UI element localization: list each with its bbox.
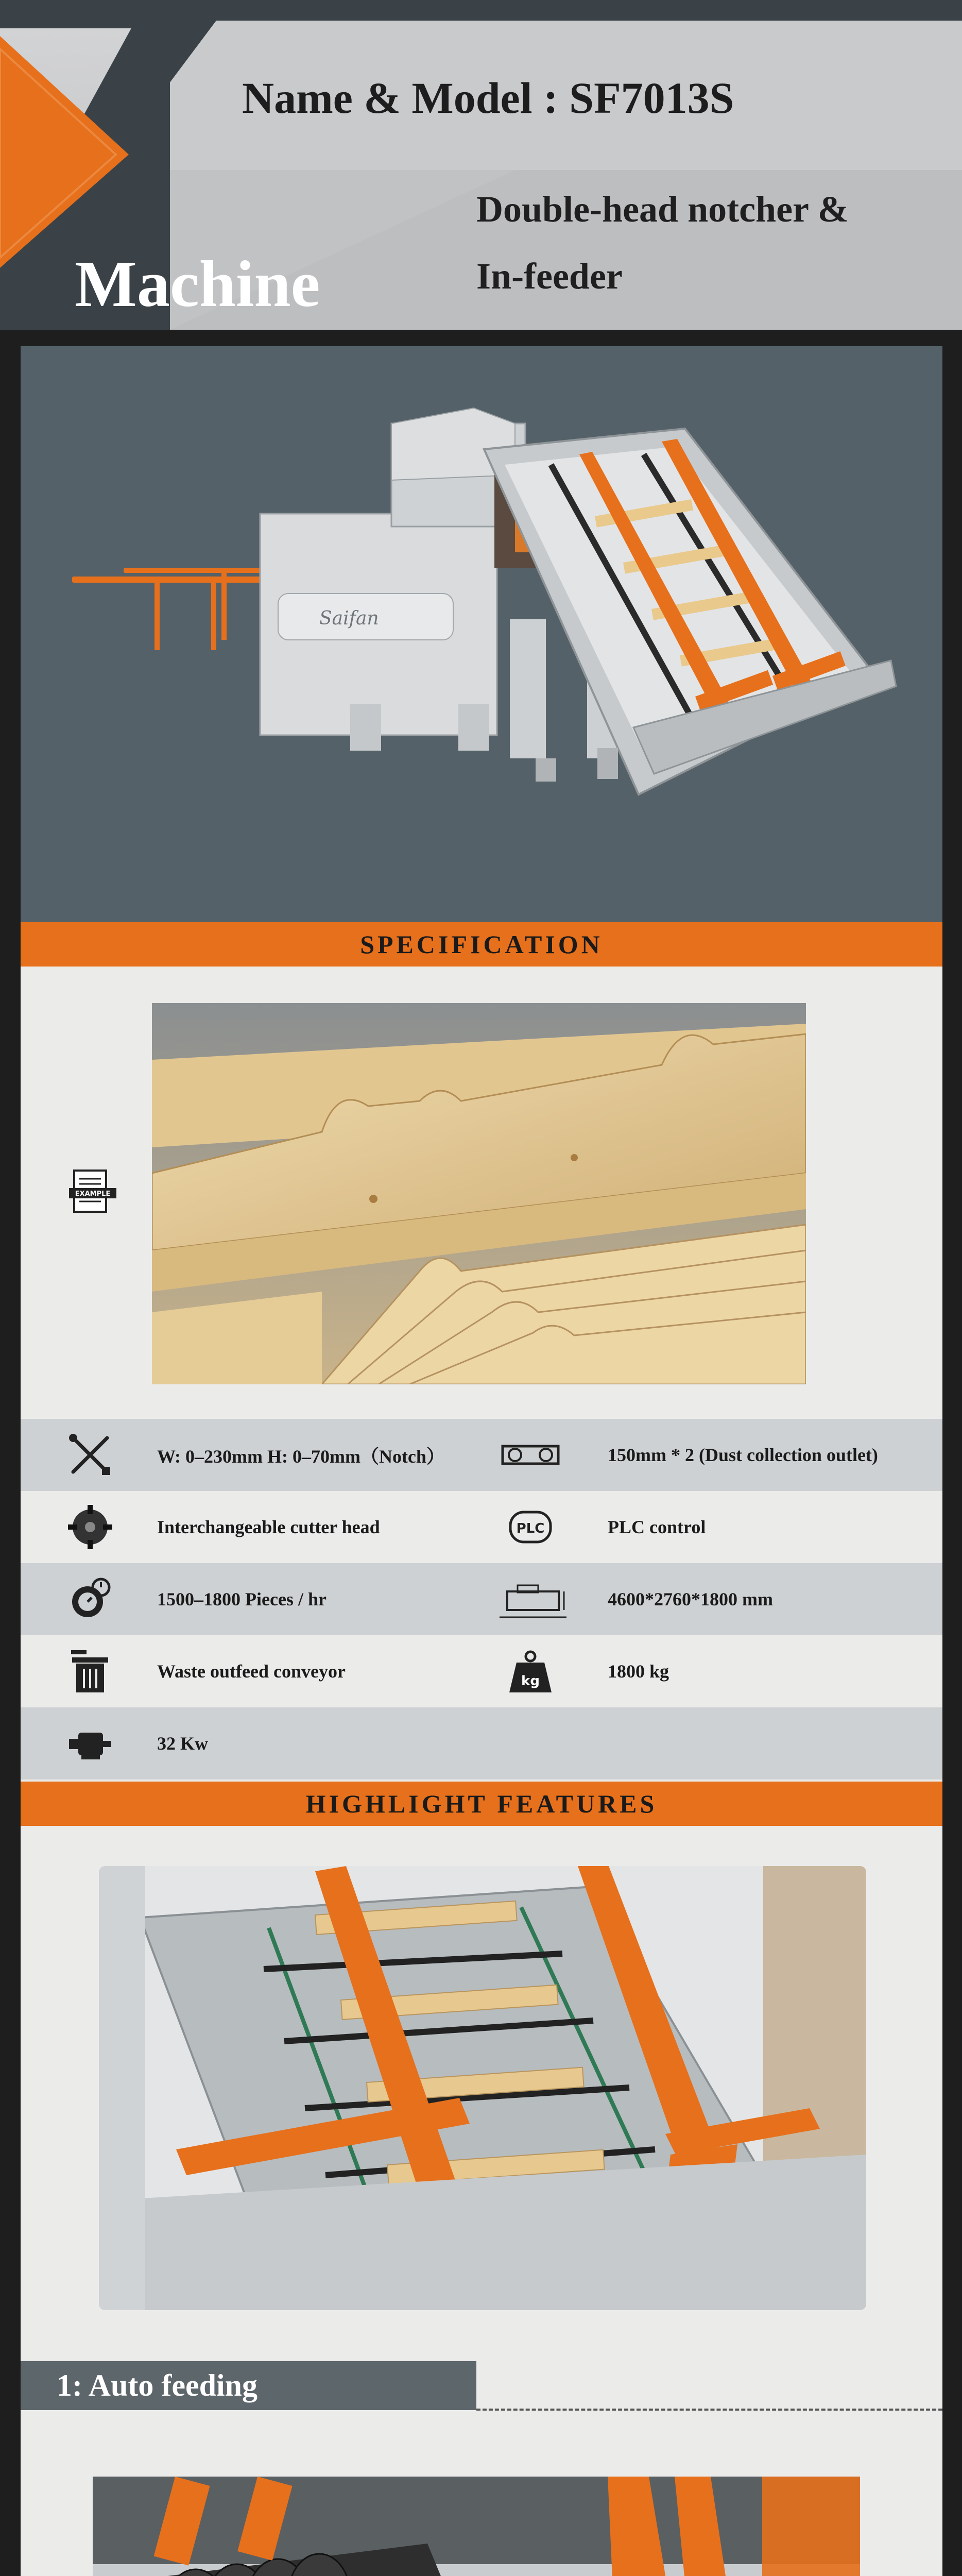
feature-divider [476, 2409, 942, 2411]
specification-section-header [21, 922, 942, 967]
spec-row [21, 1635, 942, 1707]
notch-size-text: W: 0–230mm H: 0–70mm（Notch） [157, 1446, 445, 1467]
page-header [0, 0, 962, 330]
spec-row [21, 1419, 942, 1491]
feature-1-title: 1: Auto feeding [57, 2368, 257, 2402]
cutter-head-text: Interchangeable cutter head [157, 1517, 380, 1537]
cross-tools-icon [67, 1432, 113, 1478]
spec-row [21, 1491, 942, 1563]
name-model-label: Name & Model : [242, 73, 558, 123]
machine-hero-image [21, 346, 942, 922]
dimension-text: 4600*2760*1800 mm [608, 1589, 773, 1609]
plc-control-text: PLC control [608, 1517, 706, 1537]
weight-icon [507, 1648, 554, 1694]
waste-conveyor-text: Waste outfeed conveyor [157, 1661, 346, 1682]
machine-description-line2: In-feeder [476, 256, 623, 297]
motor-icon [67, 1720, 113, 1767]
machine-description-line1: Double-head notcher & [476, 189, 849, 230]
spec-row [21, 1707, 942, 1780]
product-panel [21, 346, 942, 2576]
highlight-features-section-header [21, 1782, 942, 1826]
machine-brand-text: Saifan [319, 608, 379, 629]
notcher-machine-illustration [21, 346, 942, 922]
feature-label-auto-feeding [21, 2361, 476, 2410]
example-icon-label: EXAMPLE [75, 1190, 111, 1198]
waste-bin-icon [67, 1648, 113, 1694]
milling-cutter-photo [93, 2477, 860, 2576]
dust-outlet-icon [500, 1432, 561, 1478]
weight-text: 1800 kg [608, 1661, 669, 1682]
capacity-text: 1500–1800 Pieces / hr [157, 1589, 327, 1609]
speed-gear-icon [67, 1576, 113, 1622]
machine-label: Machine [75, 247, 320, 320]
cutter-head-icon [67, 1504, 113, 1550]
name-model-title [242, 72, 734, 124]
weight-icon-label: kg [521, 1673, 540, 1689]
specification-title: SPECIFICATION [360, 930, 603, 959]
example-icon [69, 1168, 116, 1216]
plc-icon-label: PLC [516, 1521, 545, 1536]
model-number: SF7013S [569, 73, 734, 123]
plc-icon [507, 1504, 554, 1550]
machine-dimension-icon [497, 1576, 569, 1622]
motor-power-text: 32 Kw [157, 1733, 208, 1754]
notched-wood-example-photo [152, 1003, 806, 1384]
auto-feeding-photo [99, 1866, 866, 2310]
spec-row [21, 1563, 942, 1635]
dust-outlet-text: 150mm * 2 (Dust collection outlet) [608, 1445, 878, 1465]
highlight-features-title: HIGHLIGHT FEATURES [305, 1789, 658, 1818]
